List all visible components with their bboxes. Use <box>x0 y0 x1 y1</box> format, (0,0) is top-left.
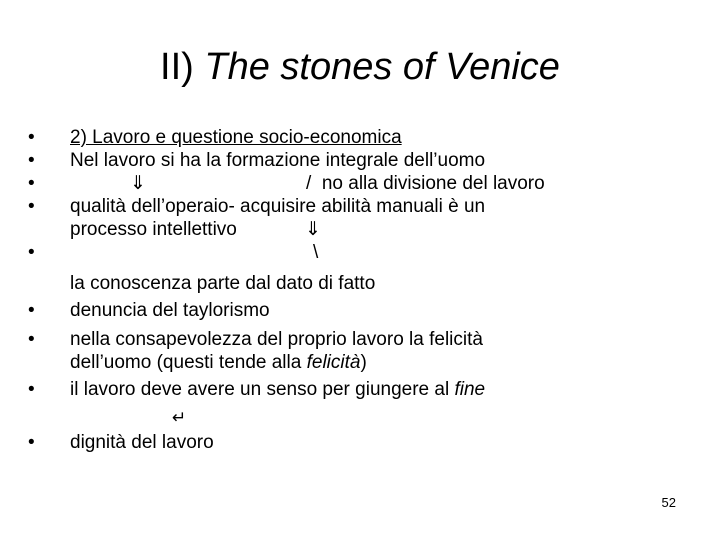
list-item <box>28 241 708 295</box>
list-item <box>28 172 708 195</box>
item-text-b: ) <box>360 352 367 373</box>
down-double-arrow-icon: ⇓ <box>130 172 146 194</box>
list-item <box>28 431 708 454</box>
item-text: Nel lavoro si ha la formazione integrale dell’uomo <box>70 150 486 171</box>
item-text-line-1: nella consapevolezza del proprio lavoro la felicità <box>70 329 483 350</box>
bullet-icon: • <box>28 196 35 217</box>
backslash-mark: \ <box>313 242 319 263</box>
item-text-a: il lavoro deve avere un senso per giungere al <box>70 379 455 400</box>
item-text-italic: felicità <box>306 352 361 373</box>
bullet-icon: • <box>28 300 35 321</box>
list-item <box>28 299 708 322</box>
item-text <box>306 172 545 195</box>
bullet-icon: • <box>28 432 35 453</box>
list-item <box>28 149 708 172</box>
title-italic: The stones of Venice <box>204 46 560 88</box>
section-heading: 2) Lavoro e questione socio-economica <box>70 127 402 148</box>
item-text: denuncia del taylorismo <box>70 300 270 321</box>
bullet-icon: • <box>28 173 35 194</box>
bullet-icon: • <box>28 242 35 263</box>
title-prefix: II) <box>160 46 205 88</box>
item-text <box>70 378 708 401</box>
list-item <box>28 126 708 149</box>
item-text-line-2: la conoscenza parte dal dato di fatto <box>70 273 376 294</box>
bullet-list <box>28 126 708 454</box>
slash-row <box>70 241 708 264</box>
list-item <box>28 378 708 429</box>
page-number: 52 <box>661 495 676 510</box>
bullet-icon: • <box>28 127 35 148</box>
list-item <box>28 195 708 241</box>
down-double-arrow-icon: ⇓ <box>305 218 321 240</box>
bullet-icon: • <box>28 150 35 171</box>
bullet-icon: • <box>28 379 35 400</box>
item-text-line-2 <box>70 351 708 374</box>
item-text-a: dell’uomo (questi tende alla <box>70 352 307 373</box>
item-text-line-2-row <box>70 218 708 241</box>
list-item <box>28 328 708 374</box>
item-text-tail: no alla divisione del lavoro <box>321 173 545 194</box>
bullet-icon: • <box>28 329 35 350</box>
slash-mark: / <box>306 173 312 194</box>
item-text-line-2: processo intellettivo <box>70 219 237 240</box>
item-text: dignità del lavoro <box>70 432 214 453</box>
return-arrow-icon: ↵ <box>172 408 187 428</box>
item-text-italic: fine <box>454 379 486 400</box>
slide-title <box>0 44 720 90</box>
item-text-line-1: qualità dell’operaio- acquisire abilità manuali è un <box>70 196 486 217</box>
